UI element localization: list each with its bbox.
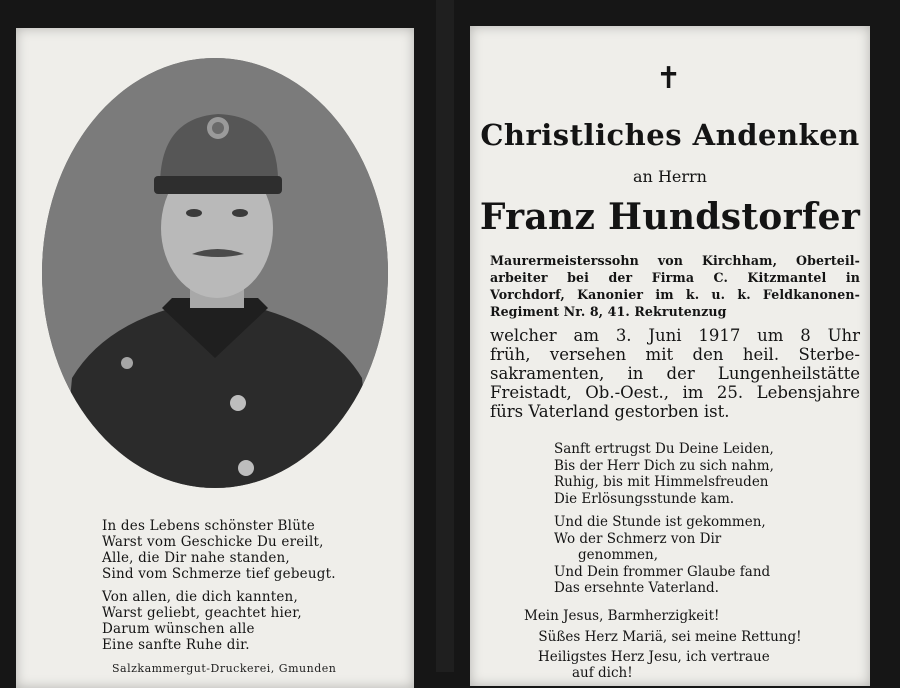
occupation-line: Maurermeisterssohn von Kirchham, Oberteil- [490,253,860,268]
prayer-line: Süßes Herz Mariä, sei meine Rettung! [538,629,802,645]
poem-line: Und die Stunde ist gekommen, [554,514,766,530]
left-card [16,28,414,688]
poem-line: Die Erlösungsstunde kam. [554,490,735,507]
poem-line: Das ersehnte Vaterland. [554,580,719,596]
occupation-text [490,252,860,320]
prayer-line: Mein Jesus, Barmherzigkeit! [524,608,720,624]
right-poem-stanza [554,514,854,597]
left-poem-stanza [102,589,402,653]
poem-line: Ruhig, bis mit Himmelsfreuden [554,474,769,490]
cross-icon: ✝ [656,61,682,96]
poem-line: Eine sanfte Ruhe dir. [102,637,250,653]
left-poem-stanza [102,518,402,582]
prayers [470,606,870,680]
death-line: sakramenten, in der Lungenheilstätte [490,364,860,383]
death-line: fürs Vaterland gestorben ist. [490,402,730,421]
card-fold [436,0,454,672]
poem-line: Bis der Herr Dich zu sich nahm, [554,457,774,474]
card-heading: Christliches Andenken [480,118,860,152]
death-line: früh, versehen mit den heil. Sterbe- [490,345,860,364]
right-poem-stanza [554,441,854,507]
printer-imprint: Salzkammergut-Druckerei, Gmunden [112,662,337,675]
death-notice [490,326,860,421]
deceased-name: Franz Hundstorfer [479,196,861,238]
soldier-portrait [42,58,388,488]
prayer-line: auf dich! [572,665,633,681]
poem-line: In des Lebens schönster Blüte [102,518,315,534]
salutation: an Herrn [633,167,707,186]
poem-line: Alle, die Dir nahe standen, [102,550,290,566]
poem-line: Darum wünschen alle [102,621,255,637]
death-line: Freistadt, Ob.-Oest., im 25. Lebensjahre [490,383,860,402]
poem-line: Warst vom Geschicke Du ereilt, [102,534,324,550]
death-line: welcher am 3. Juni 1917 um 8 Uhr [490,326,860,345]
occupation-line: Regiment Nr. 8, 41. Rekrutenzug [490,304,727,319]
occupation-line: arbeiter bei der Firma C. Kitzmantel in [490,270,860,285]
prayer-line: Heiligstes Herz Jesu, ich vertraue [538,649,770,665]
right-poem [554,441,854,604]
poem-line: Und Dein frommer Glaube fand [554,563,771,580]
poem-line: Sind vom Schmerze tief gebeugt. [102,566,336,582]
poem-line: Wo der Schmerz von Dir [554,530,722,547]
right-card [470,26,870,686]
portrait-image [42,58,388,488]
occupation-line: Vorchdorf, Kanonier im k. u. k. Feldkanonen- [490,287,860,302]
left-poem [102,518,402,660]
poem-line: Sanft ertrugst Du Deine Leiden, [554,441,774,457]
poem-line: Von allen, die dich kannten, [102,589,298,605]
poem-line: genommen, [578,547,659,563]
poem-line: Warst geliebt, geachtet hier, [102,605,302,621]
